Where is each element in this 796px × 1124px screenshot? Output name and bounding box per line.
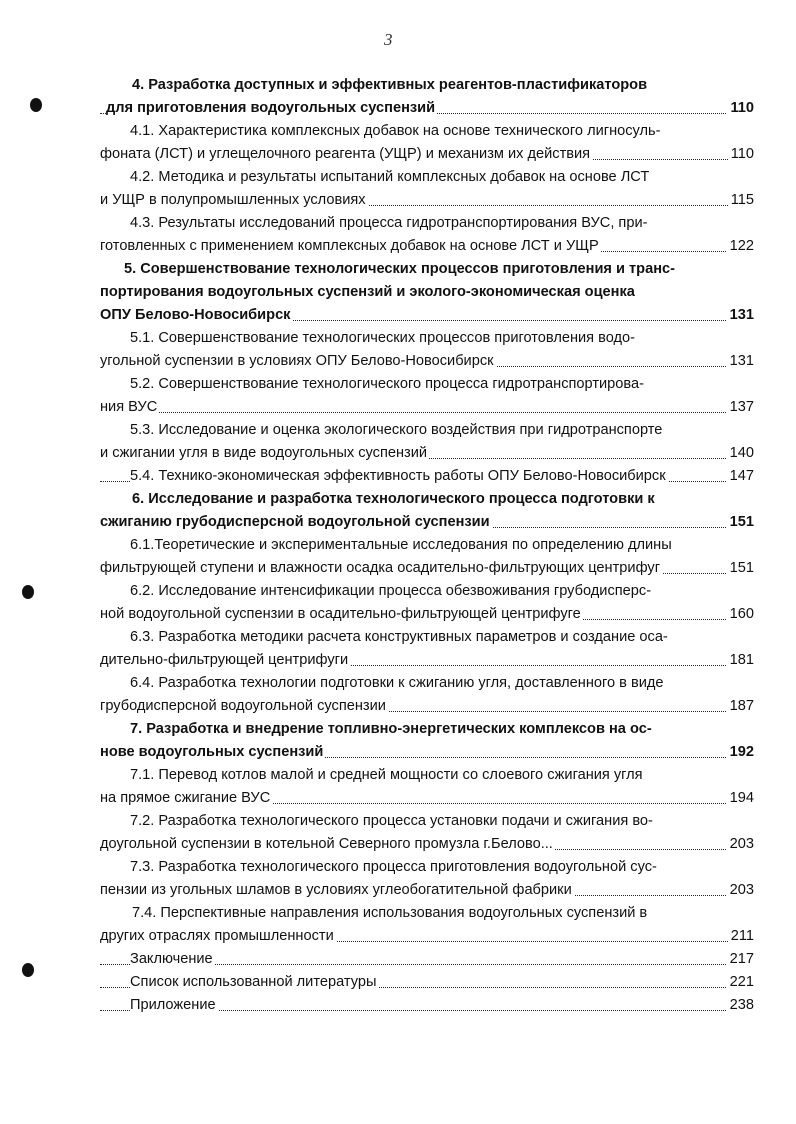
punch-hole-mark [22,963,34,977]
toc-line [100,603,754,626]
toc-line [100,327,754,350]
toc-line [100,166,754,189]
toc-page-number: 194 [727,787,754,810]
toc-line [100,350,754,373]
toc-page-number: 110 [728,143,754,166]
toc-line [100,764,754,787]
toc-line-text: 5. Совершенствование технологических процессов приготовления и транс- [124,261,675,277]
toc-line-text: и УЩР в полупромышленных условиях [100,192,366,208]
toc-line [100,143,754,166]
toc-line [100,74,754,97]
toc-line [100,810,754,833]
toc-line [100,672,754,695]
toc-page-number: 203 [727,879,754,902]
toc-line-text: 7.2. Разработка технологического процесса установки подачи и сжигания во- [130,813,653,829]
toc-line [100,442,754,465]
toc-line-text: фильтрующей ступени и влажности осадка осадительно-фильтрующих центрифуг [100,560,661,576]
toc-line [100,787,754,810]
toc-line [100,557,754,580]
toc-page-number: 211 [728,925,754,948]
toc-line [100,994,754,1017]
toc-page-number: 137 [727,396,754,419]
toc-line [100,212,754,235]
toc-line [100,948,754,971]
toc-line [100,695,754,718]
toc-page-number: 160 [727,603,754,626]
toc-line-text: Список использованной литературы [130,974,377,990]
toc-line-text: 7.3. Разработка технологического процесса приготовления водоугольной сус- [130,859,657,875]
toc-line [100,856,754,879]
page-number: 3 [384,30,393,49]
toc-line-text: 6.1.Теоретические и экспериментальные исследования по определению длины [130,537,672,553]
toc-page-number: 122 [727,235,754,258]
toc-line-text: 7.1. Перевод котлов малой и средней мощности со слоевого сжигания угля [130,767,643,783]
toc-line-text: Приложение [130,997,216,1013]
toc-page-number: 203 [727,833,754,856]
toc-page-number: 140 [727,442,754,465]
toc-line [100,534,754,557]
toc-line-text: 5.4. Технико-экономическая эффективность работы ОПУ Белово-Новосибирск [130,468,666,484]
toc-line [100,120,754,143]
toc-line-text: 6.3. Разработка методики расчета конструктивных параметров и создание оса- [130,629,668,645]
toc-line-text: угольной суспензии в условиях ОПУ Белово-Новосибирск [100,353,494,369]
toc-line [100,97,754,120]
toc-page-number: 147 [727,465,754,488]
toc-line [100,419,754,442]
punch-hole-mark [30,98,42,112]
toc-line [100,281,754,304]
toc-line-text: 6.2. Исследование интенсификации процесса обезвоживания грубодисперс- [130,583,652,599]
toc-line-text: ной водоугольной суспензии в осадительно-фильтрующей центрифуге [100,606,581,622]
toc-line [100,925,754,948]
toc-page-number: 221 [727,971,754,994]
toc-page-number: 115 [728,189,754,212]
toc-line [100,396,754,419]
toc-line-text: на прямое сжигание ВУС [100,790,271,806]
toc-line [100,488,754,511]
toc-line-text: 6.4. Разработка технологии подготовки к сжиганию угля, доставленного в виде [130,675,664,691]
toc-line-text: 7.4. Перспективные направления использования водоугольных суспензий в [132,905,648,921]
toc-line-text: грубодисперсной водоугольной суспензии [100,698,386,714]
toc-line [100,189,754,212]
toc-page-number: 131 [727,304,754,327]
toc-line-text: нове водоугольных суспензий [100,744,324,760]
toc-page-number: 151 [727,557,754,580]
toc-line [100,235,754,258]
toc-line [100,971,754,994]
punch-hole-mark [22,585,34,599]
toc-page-number: 151 [727,511,754,534]
toc-line [100,649,754,672]
toc-line-text: ОПУ Белово-Новосибирск [100,307,291,323]
toc-line [100,465,754,488]
toc-line-text: ния ВУС [100,399,158,415]
table-of-contents [100,74,754,1017]
toc-line-text: 4. Разработка доступных и эффективных реагентов-пластификаторов [132,77,648,93]
toc-page-number: 131 [727,350,754,373]
toc-line [100,626,754,649]
toc-line-text: 6. Исследование и разработка технологического процесса подготовки к [132,491,655,507]
toc-line-text: других отраслях промышленности [100,928,334,944]
toc-line [100,511,754,534]
toc-line-text: для приготовления водоугольных суспензий [106,100,436,116]
toc-line [100,258,754,281]
toc-line [100,902,754,925]
toc-line-text: 5.1. Совершенствование технологических процессов приготовления водо- [130,330,636,346]
toc-line-text: доугольной суспензии в котельной Северного промузла г.Белово... [100,836,553,852]
toc-line-text: фоната (ЛСТ) и углещелочного реагента (УЩР) и механизм их действия [100,146,591,162]
toc-line-text: дительно-фильтрующей центрифуги [100,652,349,668]
toc-line [100,718,754,741]
toc-page-number: 181 [727,649,754,672]
toc-page-number: 192 [727,741,754,764]
toc-line-text: 4.2. Методика и результаты испытаний комплексных добавок на основе ЛСТ [130,169,650,185]
toc-line-text: пензии из угольных шламов в условиях углеобогатительной фабрики [100,882,572,898]
toc-line [100,304,754,327]
toc-line [100,879,754,902]
toc-line-text: портирования водоугольных суспензий и эколого-экономическая оценка [100,284,635,300]
toc-line-text: 4.1. Характеристика комплексных добавок на основе технического лигносуль- [130,123,661,139]
toc-page-number: 110 [727,97,754,120]
toc-line-text: 5.3. Исследование и оценка экологического воздействия при гидротранспорте [130,422,663,438]
toc-line-text: 4.3. Результаты исследований процесса гидротранспортирования ВУС, при- [130,215,648,231]
toc-line [100,741,754,764]
toc-line [100,373,754,396]
toc-line [100,580,754,603]
toc-line-text: готовленных с применением комплексных добавок на основе ЛСТ и УЩР [100,238,599,254]
toc-line-text: 5.2. Совершенствование технологического процесса гидротранспортирова- [130,376,644,392]
toc-line-text: и сжигании угля в виде водоугольных суспензий [100,445,428,461]
toc-line [100,833,754,856]
toc-page-number: 238 [727,994,754,1017]
toc-page-number: 217 [727,948,754,971]
toc-page-number: 187 [727,695,754,718]
toc-line-text: Заключение [130,951,213,967]
toc-line-text: 7. Разработка и внедрение топливно-энергетических комплексов на ос- [130,721,652,737]
toc-line-text: сжиганию грубодисперсной водоугольной суспензии [100,514,490,530]
